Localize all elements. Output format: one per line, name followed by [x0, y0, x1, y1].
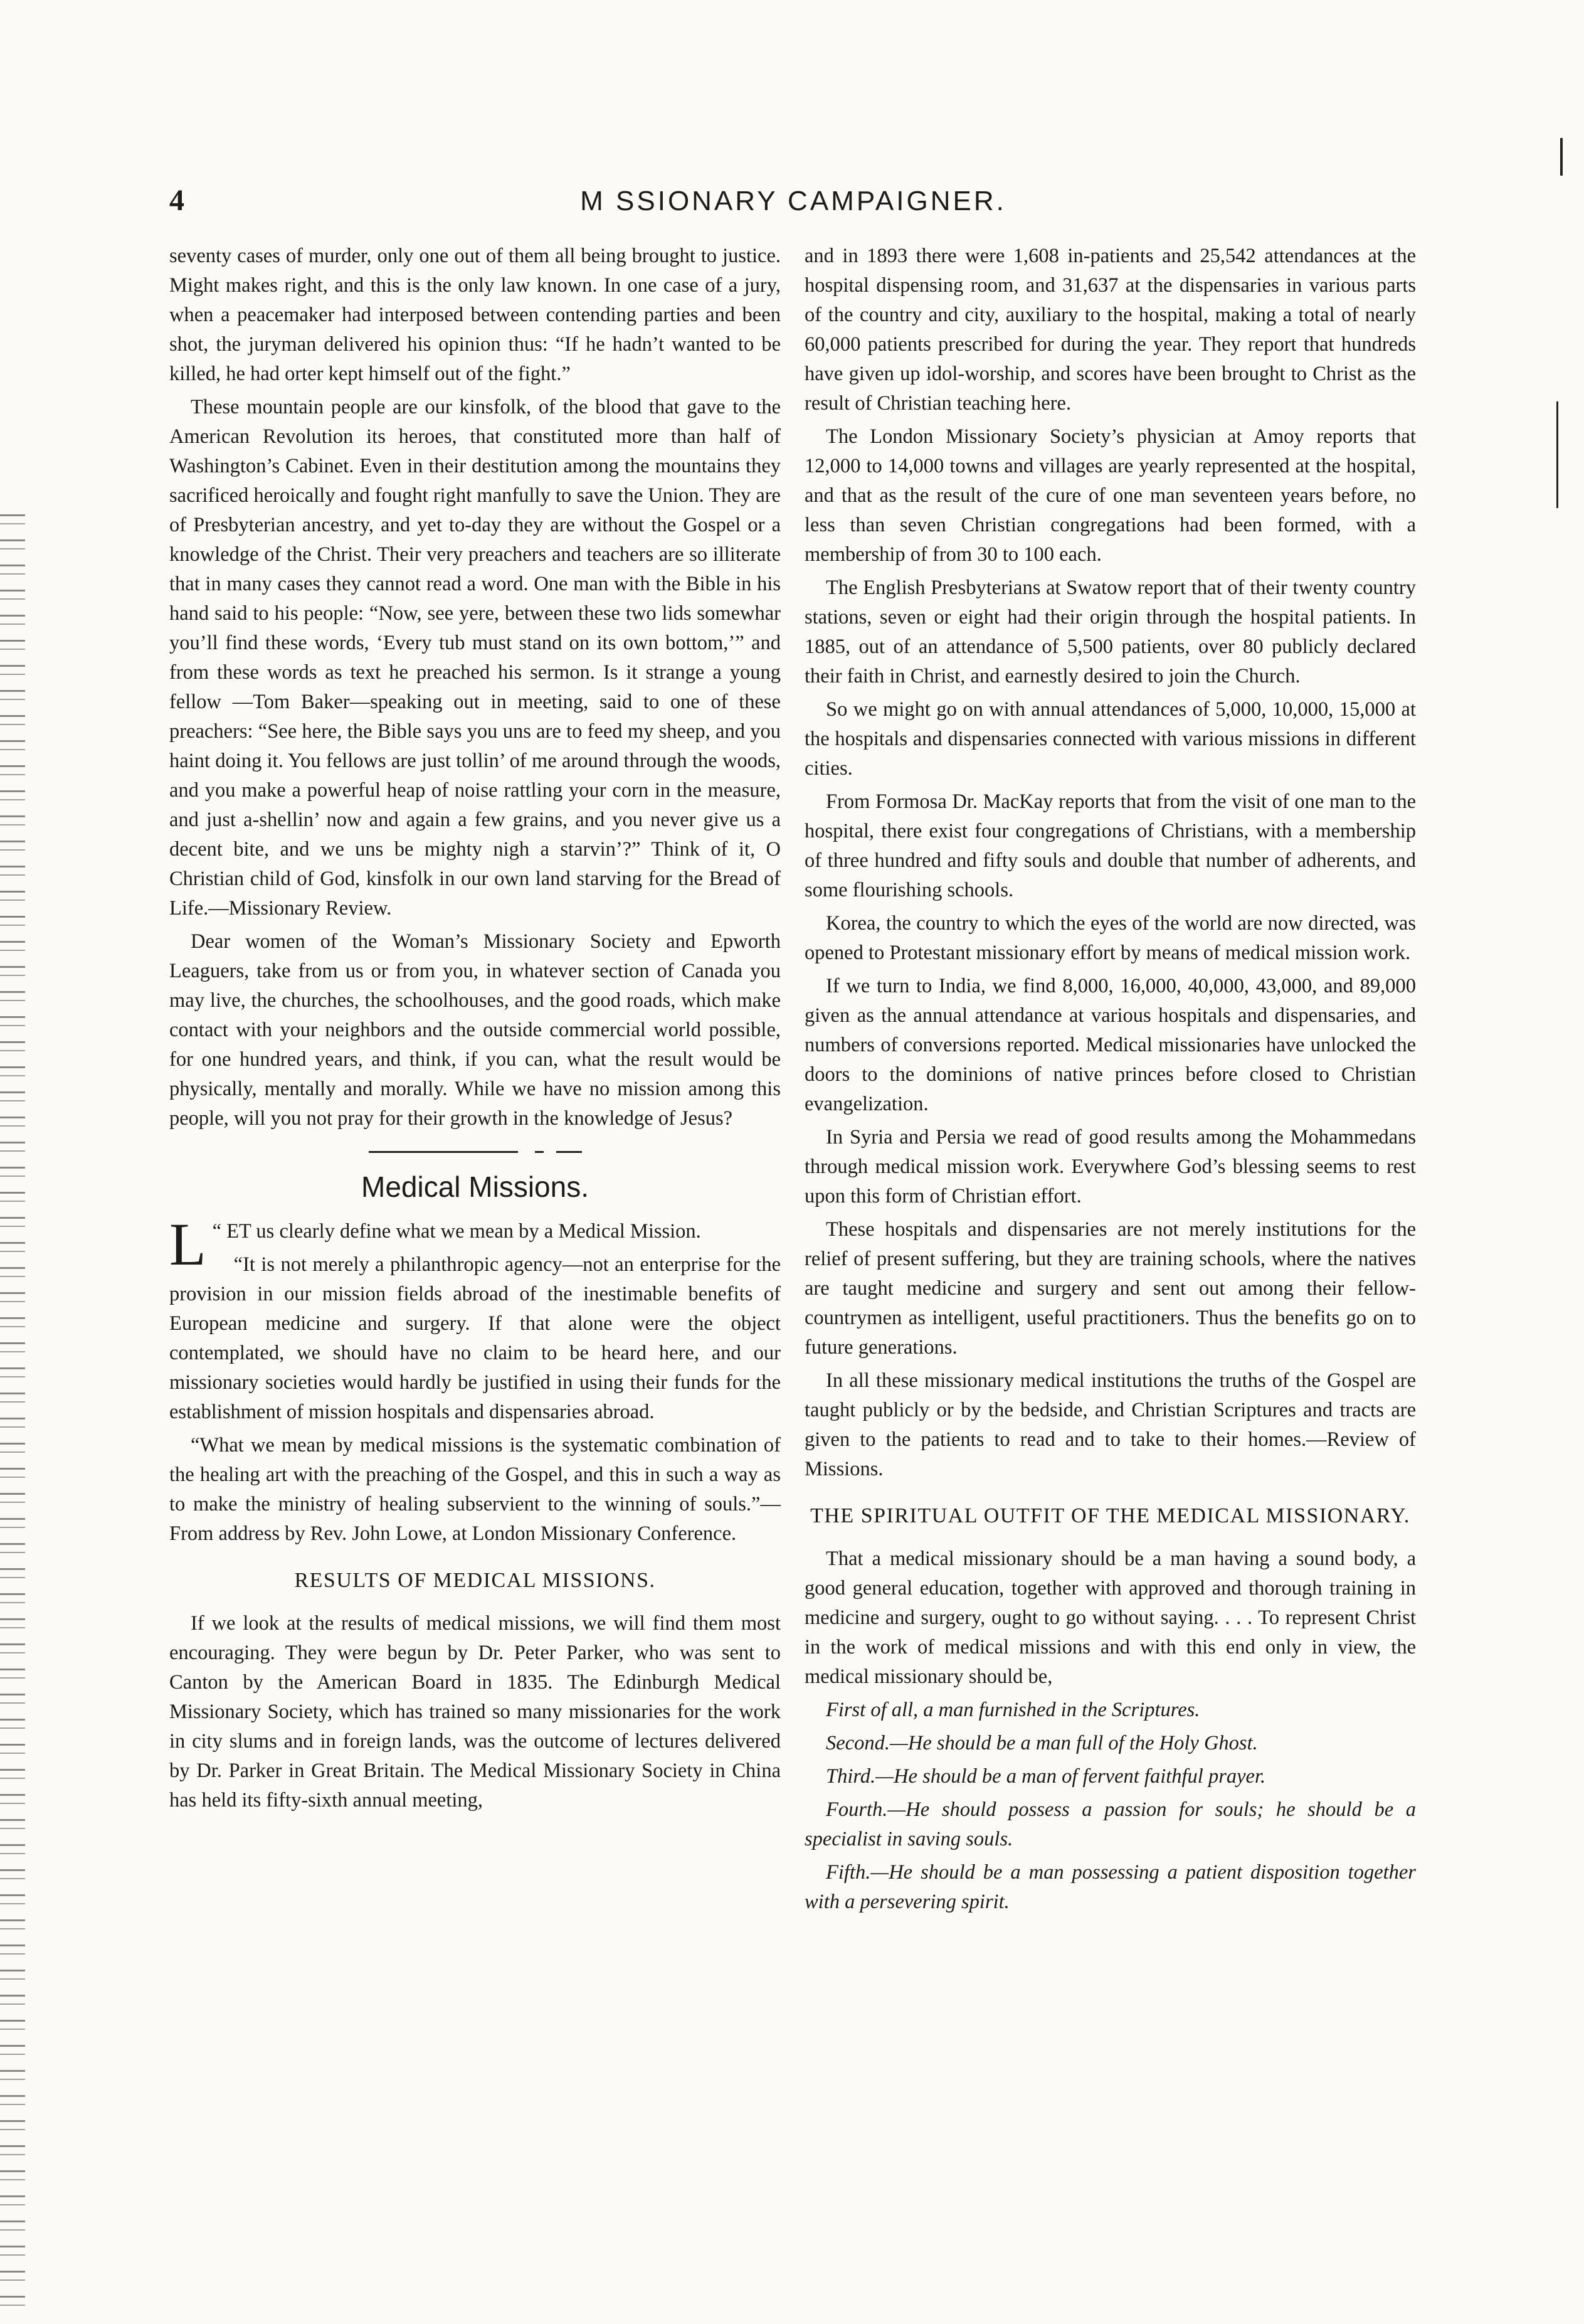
paragraph: These hospitals and dispensaries are not merely institutions for the relief of present suffering, but they are training schools, where the natives are taught medicine and surgery and sent out among their fellow-countrymen as intelligent, useful practitioners. Thus the benefits go on to future generations.	[805, 1218, 1416, 1359]
paragraph: If we look at the results of medical missions, we will find them most encouraging. They were begun by Dr. Peter Parker, who was sent to Canton by the American Board in 1835. The Edinburgh Medical Missionary Society, which has trained so many missionaries for the work in city slums and in foreign lands, was the outcome of lectures delivered by Dr. Parker in Great Britain. The Medical Missionary Society in China has held its fifty-sixth annual meeting,	[169, 1612, 781, 1812]
subheading-spiritual-outfit: THE SPIRITUAL OUTFIT OF THE MEDICAL MISSIONARY.	[810, 1504, 1410, 1527]
paragraph: If we turn to India, we find 8,000, 16,000, 40,000, 43,000, and 89,000 given as the annual attendance at various hospitals and dispensaries, and numbers of conversions reported. Medical missionaries have unlocked the doors to the dominions of native princes before closed to Christian evangelization.	[805, 975, 1416, 1115]
right-column	[805, 241, 1416, 1921]
drop-cap: L	[169, 1211, 206, 1278]
paragraph: “What we mean by medical missions is the systematic combination of the healing art with the preaching of the Gospel, and this in such a way as to make the ministry of healing subservient to the winning of souls.”—From address by Rev. John Lowe, at London Missionary Conference.	[169, 1434, 781, 1545]
outfit-item: Second.—He should be a man full of the Holy Ghost.	[826, 1732, 1258, 1754]
subheading-results: RESULTS OF MEDICAL MISSIONS.	[294, 1569, 656, 1592]
paragraph: These mountain people are our kinsfolk, of the blood that gave to the American Revolution its heroes, that constituted more than half of Washington’s Cabinet. Even in their destitution among the mountains they sacrificed heroically and fought right manfully to save the Union. They are of Presbyterian ancestry, and yet to-day they are without the Gospel or a knowledge of the Christ. Their very preachers and teachers are so illiterate that in many cases they cannot read a word. One man with the Bible in his hand said to his people: “Now, see yere, between these two lids somewhar you’ll find these words, ‘Every tub must stand on its own bottom,’” and from these words as text he preached his sermon. Is it strange a young fellow —Tom Baker—speaking out in meeting, said to one of these preachers: “See here, the Bible says you uns are to feed my sheep, and you haint doing it. You fellows are just tollin’ of me around through the woods, and you make a powerful heap of noise rattling your corn in the measure, and just a-shellin’ now and again a few grains, and you never give us a decent bite, and we uns be mighty nigh a starvin’?” Think of it, O Christian child of God, kinsfolk in our own land starving for the Bread of Life.—Missionary Review.	[169, 396, 781, 920]
paragraph: From Formosa Dr. MacKay reports that from the visit of one man to the hospital, there exist four congregations of Christians, with a membership of three hundred and fifty souls and double that number of adherents, and some flourishing schools.	[805, 790, 1416, 901]
paragraph: In Syria and Persia we read of good results among the Mohammedans through medical mission work. Everywhere God’s blessing seems to rest upon this form of Christian effort.	[805, 1126, 1416, 1207]
scan-edge-mark	[1556, 401, 1558, 508]
section-title-medical-missions: Medical Missions.	[361, 1170, 589, 1203]
page-header	[169, 183, 1417, 221]
paragraph: “It is not merely a philanthropic agency—not an enterprise for the provision in our mission fields abroad of the inestimable benefits of European medicine and surgery. If that alone were the object contemplated, we should have no claim to be heard here, and our missionary societies would hardly be justified in using their funds for the establishment of mission hospitals and dispensaries abroad.	[169, 1253, 781, 1423]
outfit-item: Third.—He should be a man of fervent faithful prayer.	[826, 1765, 1266, 1788]
paragraph: and in 1893 there were 1,608 in-patients and 25,542 attendances at the hospital dispensing room, and 31,637 at the dispensaries in various parts of the country and city, auxiliary to the hospital, making a total of nearly 60,000 patients prescribed for during the year. They report that hundreds have given up idol-worship, and scores have been brought to Christ as the result of Christian teaching here.	[805, 245, 1416, 415]
outfit-item: Fifth.—He should be a man possessing a patient disposition together with a persevering spirit.	[805, 1861, 1416, 1913]
paragraph: In all these missionary medical institutions the truths of the Gospel are taught publicly or by the bedside, and Christian Scriptures and tracts are given to the patients to read and to take to their homes.—Review of Missions.	[805, 1369, 1416, 1480]
paragraph: That a medical missionary should be a man having a sound body, a good general education, together with approved and thorough training in medicine and surgery, ought to go without saying. . . . To represent Christ in the work of medical missions and with this end only in view, the medical missionary should be,	[805, 1547, 1416, 1688]
paragraph-text: “ ET us clearly define what we mean by a Medical Mission.	[212, 1220, 701, 1243]
scan-edge-shadow	[0, 514, 25, 2308]
paragraph: seventy cases of murder, only one out of them all being brought to justice. Might makes right, and this is the only law known. In one case of a jury, when a peacemaker had interposed between contending parties and been shot, the juryman delivered his opinion thus: “If he hadn’t wanted to be killed, he had orter kept himself out of the fight.”	[169, 245, 781, 385]
paragraph: The London Missionary Society’s physician at Amoy reports that 12,000 to 14,000 towns and villages are yearly represented at the hospital, and that as the result of the cure of one man seventeen years before, no less than seven Christian congregations had been formed, with a membership of from 30 to 100 each.	[805, 425, 1416, 566]
left-column	[169, 241, 781, 1819]
outfit-item: Fourth.—He should possess a passion for souls; he should be a specialist in saving souls.	[805, 1798, 1416, 1850]
outfit-item: First of all, a man furnished in the Scriptures.	[826, 1699, 1200, 1721]
running-title: M SSIONARY CAMPAIGNER.	[580, 186, 1006, 216]
section-divider	[369, 1151, 582, 1153]
paragraph: Korea, the country to which the eyes of the world are now directed, was opened to Protestant missionary effort by means of medical mission work.	[805, 912, 1416, 964]
paragraph: So we might go on with annual attendances of 5,000, 10,000, 15,000 at the hospitals and dispensaries connected with various missions in different cities.	[805, 698, 1416, 780]
scan-edge-mark	[1560, 138, 1563, 176]
paragraph: Dear women of the Woman’s Missionary Society and Epworth Leaguers, take from us or from you, in whatever section of Canada you may live, the churches, the schoolhouses, and the good roads, which make contact with your neighbors and the outside commercial world possible, for one hundred years, and think, if you can, what the result would be physically, mentally and morally. While we have no mission among this people, will you not pray for their growth in the knowledge of Jesus?	[169, 930, 781, 1130]
paragraph-dropcap	[169, 1211, 781, 1278]
page-number: 4	[169, 184, 184, 217]
paragraph: The English Presbyterians at Swatow report that of their twenty country stations, seven or eight had their origin through the hospital patients. In 1885, out of an attendance of 5,500 patients, over 80 publicly declared their faith in Christ, and earnestly desired to join the Church.	[805, 576, 1416, 687]
